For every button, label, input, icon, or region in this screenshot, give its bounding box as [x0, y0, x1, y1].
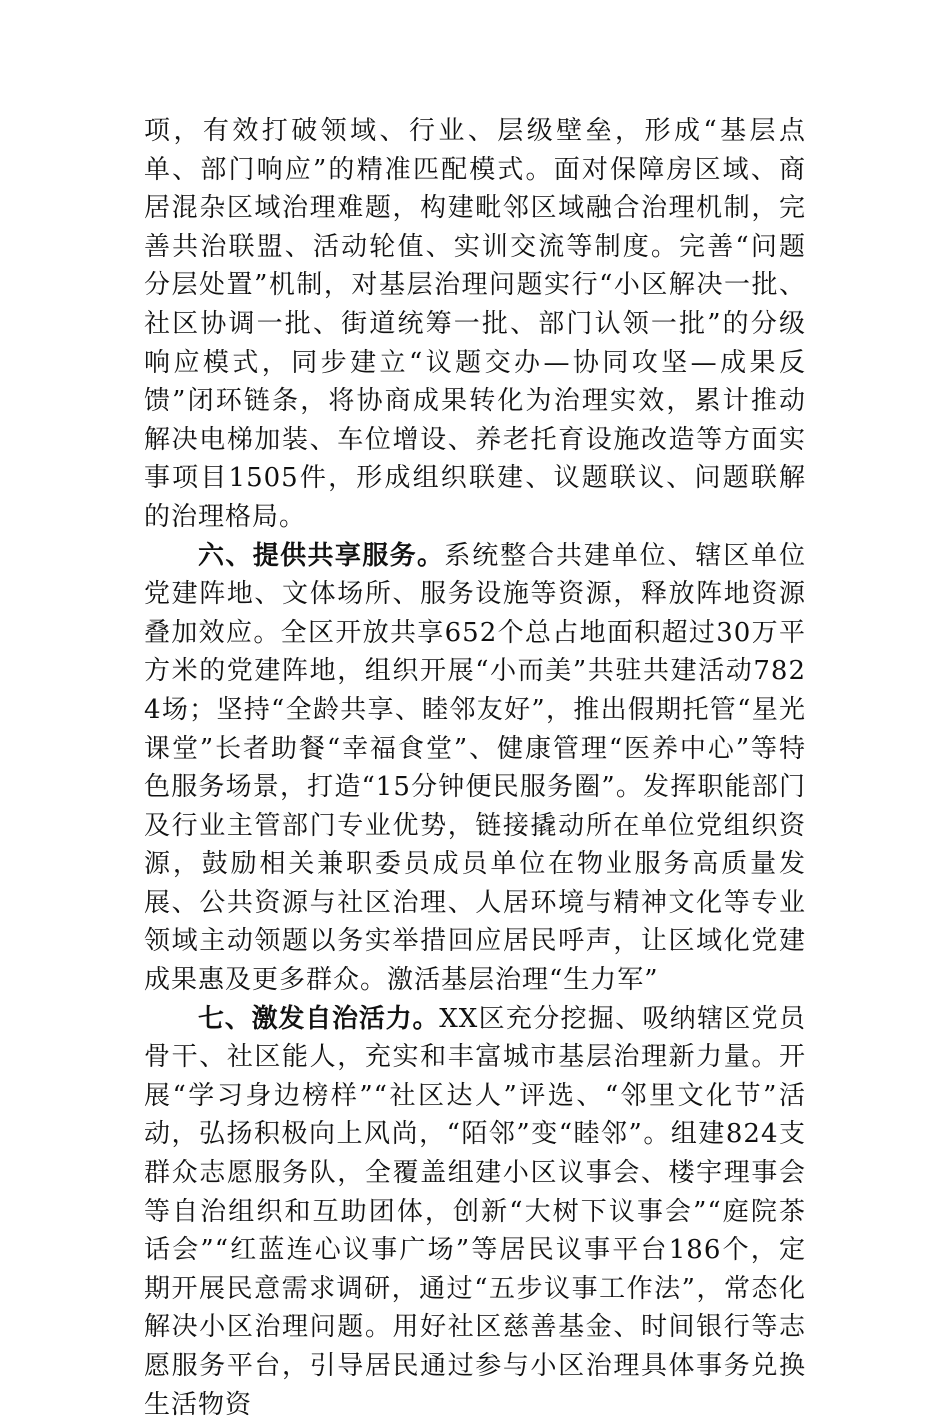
paragraph-text: 系统整合共建单位、辖区单位党建阵地、文体场所、服务设施等资源，释放阵地资源叠加效应。全区开放共享652个总占地面积超过30万平方米的党建阵地，组织开展“小而美”共驻共建活动7824场；坚持“全龄共享、睦邻友好”，推出假期托管“星光课堂”长者助餐“幸福食堂”、健康管理“医养中心”等特色服务场景，打造“15分钟便民服务圈”。发挥职能部门及行业主管部门专业优势，链接撬动所在单位党组织资源，鼓励相关兼职委员成员单位在物业服务高质量发展、公共资源与社区治理、人居环境与精神文化等专业领域主动领题以务实举措回应居民呼声，让区域化党建成果惠及更多群众。激活基层治理“生力军” — [144, 540, 806, 996]
paragraph-shared-services — [144, 537, 806, 1000]
paragraph-text: 项，有效打破领域、行业、层级壁垒，形成“基层点单、部门响应”的精准匹配模式。面对保障房区域、商居混杂区域治理难题，构建毗邻区域融合治理机制，完善共治联盟、活动轮值、实训交流等制度。完善“问题分层处置”机制，对基层治理问题实行“小区解决一批、社区协调一批、街道统筹一批、部门认领一批”的分级响应模式，同步建立“议题交办—协同攻坚—成果反馈”闭环链条，将协商成果转化为治理实效，累计推动解决电梯加装、车位增设、养老托育设施改造等方面实事项目1505件，形成组织联建、议题联议、问题联解的治理格局。 — [144, 116, 806, 532]
paragraph-text: XX区充分挖掘、吸纳辖区党员骨干、社区能人，充实和丰富城市基层治理新力量。开展“学习身边榜样”“社区达人”评选、“邻里文化节”活动，弘扬积极向上风尚，“陌邻”变“睦邻”。组建824支群众志愿服务队，全覆盖组建小区议事会、楼宇理事会等自治组织和互助团体，创新“大树下议事会”“庭院茶话会”“红蓝连心议事广场”等居民议事平台186个，定期开展民意需求调研，通过“五步议事工作法”，常态化解决小区治理问题。用好社区慈善基金、时间银行等志愿服务平台，引导居民通过参与小区治理具体事务兑换生活物资 — [144, 1003, 806, 1420]
document-body — [144, 112, 806, 1424]
paragraph-continuation — [144, 112, 806, 537]
paragraph-self-governance — [144, 1000, 806, 1424]
section-heading-seven: 七、激发自治活力。 — [198, 1003, 440, 1034]
section-heading-six: 六、提供共享服务。 — [198, 540, 445, 571]
